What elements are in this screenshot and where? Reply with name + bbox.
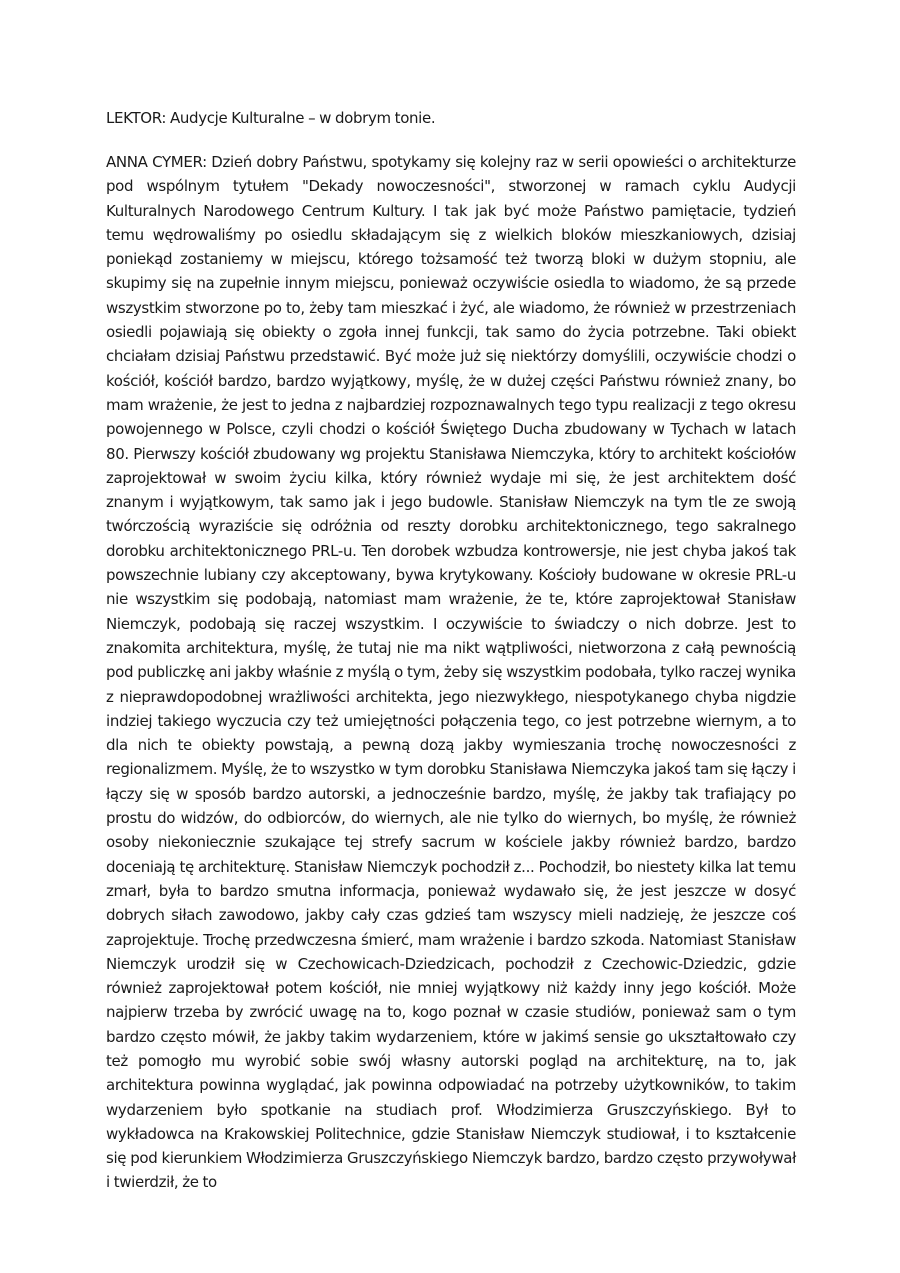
lektor-line: LEKTOR: Audycje Kulturalne – w dobrym tonie. xyxy=(106,109,436,127)
transcript-paragraph: ANNA CYMER: Dzień dobry Państwu, spotykamy się kolejny raz w serii opowieści o architekturze pod wspólnym tytułem "Dekady nowoczesności", stworzonej w ramach cyklu Audycji Kulturalnych Narodowego Centrum Kultury. I tak jak być może Państwo pamiętacie, tydzień temu wędrowaliśmy po osiedlu składającym się z wielkich bloków mieszkaniowych, dzisiaj poniekąd zostaniemy w miejscu, którego tożsamość też tworzą bloki w dużym stopniu, ale skupimy się na zupełnie innym miejscu, ponieważ oczywiście osiedla to wiadomo, że są przede wszystkim stworzone po to, żeby tam mieszkać i żyć, ale wiadomo, że również w przestrzeniach osiedli pojawiają się obiekty o zgoła innej funkcji, tak samo do życia potrzebne. Taki obiekt chciałam dzisiaj Państwu przedstawić. Być może już się niektórzy domyślili, oczywiście chodzi o kościół, kościół bardzo, bardzo wyjątkowy, myślę, że w dużej części Państwu również znany, bo mam wrażenie, że jest to jedna z najbardziej rozpoznawalnych tego typu realizacji z tego okresu powojennego w Polsce, czyli chodzi o kościół Świętego Ducha zbudowany w Tychach w latach 80. Pierwszy kościół zbudowany wg projektu Stanisława Niemczyka, który to architekt kościołów zaprojektował w swoim życiu kilka, który również wydaje mi się, że jest architektem dość znanym i wyjątkowym, tak samo jak i jego budowle. Stanisław Niemczyk na tym tle ze swoją twórczością wyraziście się odróżnia od reszty dorobku architektonicznego, tego sakralnego dorobku architektonicznego PRL-u. Ten dorobek wzbudza kontrowersje, nie jest chyba jakoś tak powszechnie lubiany czy akceptowany, bywa krytykowany. Kościoły budowane w okresie PRL-u nie wszystkim się podobają, natomiast mam wrażenie, że te, które zaprojektował Stanisław Niemczyk, podobają się raczej wszystkim. I oczywiście to świadczy o nich dobrze. Jest to znakomita architektura, myślę, że tutaj nie ma nikt wątpliwości, nietworzona z całą pewnością pod publiczkę ani jakby właśnie z myślą o tym, żeby się wszystkim podobała, tylko raczej wynika z nieprawdopodobnej wrażliwości architekta, jego niezwykłego, niespotykanego chyba nigdzie indziej takiego wyczucia czy też umiejętności połączenia tego, co jest potrzebne wiernym, a to dla nich te obiekty powstają, a pewną dozą jakby wymieszania trochę nowoczesności z regionalizmem. Myślę, że to wszystko w tym dorobku Stanisława Niemczyka jakoś tam się łączy i łączy się w sposób bardzo autorski, a jednocześnie bardzo, myślę, że jakby tak trafiający po prostu do widzów, do odbiorców, do wiernych, ale nie tylko do wiernych, bo myślę, że również osoby niekoniecznie szukające tej strefy sacrum w kościele jakby również bardzo, bardzo doceniają tę architekturę. Stanisław Niemczyk pochodził z... Pochodził, bo niestety kilka lat temu zmarł, była to bardzo smutna informacja, ponieważ wydawało się, że jest jeszcze w dosyć dobrych siłach zawodowo, jakby cały czas gdzieś tam wszyscy mieli nadzieję, że jeszcze coś zaprojektuje. Trochę przedwczesna śmierć, mam wrażenie i bardzo szkoda. Natomiast Stanisław Niemczyk urodził się w Czechowicach-Dziedzicach, pochodził z Czechowic-Dziedzic, gdzie również zaprojektował potem kościół, nie mniej wyjątkowy niż każdy inny jego kościół. Może najpierw trzeba by zwrócić uwagę na to, kogo poznał w czasie studiów, ponieważ sam o tym bardzo często mówił, że jakby takim wydarzeniem, które w jakimś sensie go ukształtowało czy też pomogło mu wyrobić sobie swój własny autorski pogląd na architekturę, na to, jak architektura powinna wyglądać, jak powinna odpowiadać na potrzeby użytkowników, to takim wydarzeniem było spotkanie na studiach prof. Włodzimierza Gruszczyńskiego. Był to wykładowca na Krakowskiej Politechnice, gdzie Stanisław Niemczyk studiował, i to kształcenie się pod kierunkiem Włodzimierza Gruszczyńskiego Niemczyk bardzo, bardzo często przywoływał i twierdził, że to xyxy=(106,153,796,1192)
